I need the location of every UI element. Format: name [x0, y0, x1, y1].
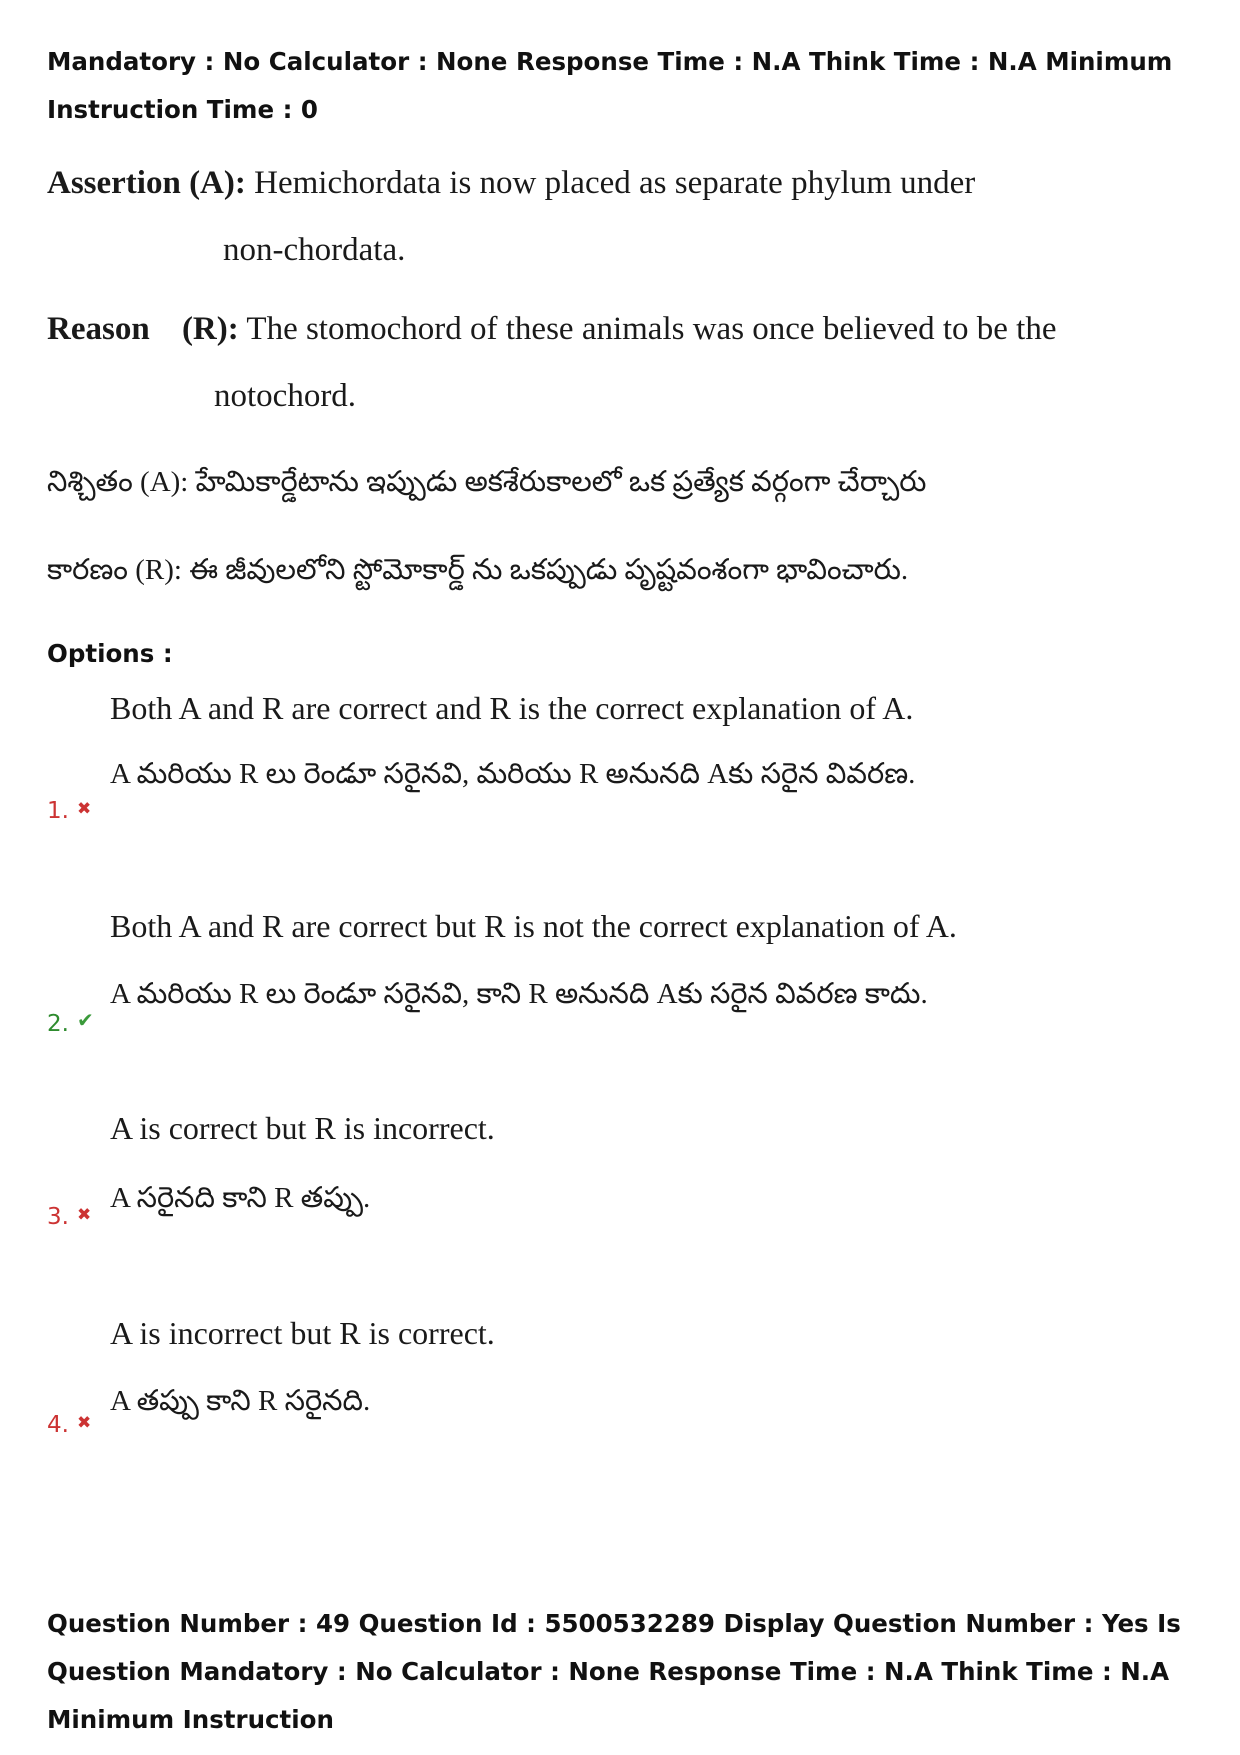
assertion-line-1	[47, 165, 975, 202]
cross-icon: ✖	[76, 1205, 92, 1225]
assertion-label: Assertion (A):	[47, 165, 246, 201]
option-1-text-en: Both A and R are correct and R is the correct explanation of A.	[110, 690, 914, 726]
option-4-text-en: A is incorrect but R is correct.	[110, 1315, 495, 1351]
assertion-text-1: Hemichordata is now placed as separate phylum under	[254, 165, 976, 201]
reason-label-r: (R):	[181, 311, 239, 347]
option-1-number: 1.	[47, 798, 69, 824]
option-4-marker	[47, 1412, 91, 1438]
cross-icon: ✖	[76, 1413, 92, 1433]
question-meta-header: Mandatory : No Calculator : None Response Time : N.A Think Time : N.A Minimum Instruction Time : 0	[47, 47, 1173, 124]
options-label: Options :	[47, 639, 173, 668]
reason-line-1	[47, 311, 1057, 348]
option-1-text-te: A మరియు R లు రెండూ సరైనవి, మరియు R అనునది Aకు సరైన వివరణ.	[110, 758, 916, 790]
reason-text-2: notochord.	[214, 378, 357, 414]
option-3-text-te: A సరైనది కాని R తప్పు.	[110, 1182, 371, 1214]
option-3-marker	[47, 1204, 91, 1230]
option-2-text-te: A మరియు R లు రెండూ సరైనవి, కాని R అనునది Aకు సరైన వివరణ కాదు.	[110, 978, 928, 1010]
option-2-marker	[47, 1008, 94, 1037]
cross-icon: ✖	[76, 799, 92, 819]
assertion-telugu: నిశ్చితం (A): హేమికార్డేటాను ఇప్పుడు అకశేరుకాలలో ఒక ప్రత్యేక వర్గంగా చేర్చారు	[47, 466, 927, 498]
assertion-text-2: non-chordata.	[223, 232, 406, 268]
next-question-meta: Question Number : 49 Question Id : 5500532289 Display Question Number : Yes Is Question Mandatory : No Calculator : None Response Time : N.A Think Time : N.A Minimum Instruction	[47, 1609, 1181, 1734]
reason-text-1: The stomochord of these animals was once believed to be the	[246, 311, 1057, 347]
option-1-marker	[47, 798, 91, 824]
reason-telugu: కారణం (R): ఈ జీవులలోని స్టోమోకార్డ్ ను ఒకప్పుడు పృష్టవంశంగా భావించారు.	[47, 554, 909, 586]
check-icon: ✔	[76, 1008, 94, 1032]
reason-label: Reason	[47, 311, 150, 347]
option-3-number: 3.	[47, 1204, 69, 1230]
option-3-text-en: A is correct but R is incorrect.	[110, 1110, 495, 1146]
option-4-text-te: A తప్పు కాని R సరైనది.	[110, 1385, 371, 1417]
option-2-number: 2.	[47, 1011, 69, 1037]
option-2-text-en: Both A and R are correct but R is not the correct explanation of A.	[110, 908, 957, 944]
option-4-number: 4.	[47, 1412, 69, 1438]
